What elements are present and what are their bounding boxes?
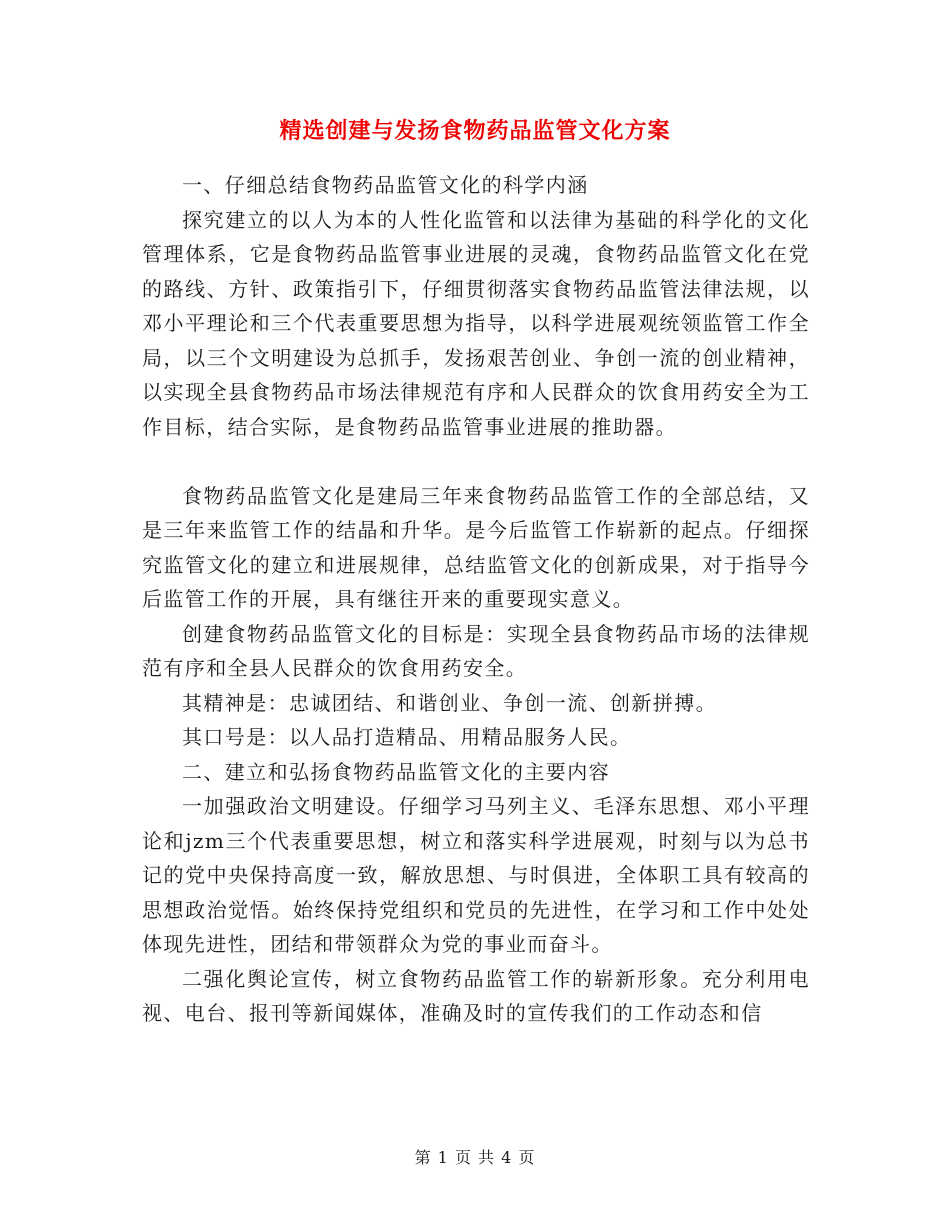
document-title: 精选创建与发扬食物药品监管文化方案 (279, 118, 671, 144)
paragraph: 其口号是：以人品打造精品、用精品服务人民。 (182, 725, 632, 749)
section-heading-1: 一、仔细总结食物药品监管文化的科学内涵 (182, 173, 589, 197)
paragraph: 食物药品监管文化是建局三年来食物药品监管工作的全部总结，又是三年来监管工作的结晶和升华。是今后监管工作崭新的起点。仔细探究监管文化的建立和进展规律，总结监管文化的创新成果，对于指导今后监管工作的开展，具有继往开来的重要现实意义。 (142, 483, 810, 611)
section-heading-2: 二、建立和弘扬食物药品监管文化的主要内容 (182, 759, 610, 784)
document-body (142, 168, 810, 1031)
paragraph: 一加强政治文明建设。仔细学习马列主义、毛泽东思想、邓小平理论和jzm三个代表重要思想，树立和落实科学进展观，时刻与以为总书记的党中央保持高度一致，解放思想、与时俱进，全体职工具有较高的思想政治觉悟。始终保持党组织和党员的先进性，在学习和工作中处处体现先进性，团结和带领群众为党的事业而奋斗。 (142, 794, 810, 956)
paragraph: 其精神是：忠诚团结、和谐创业、争创一流、创新拼搏。 (182, 690, 717, 715)
paragraph: 探究建立的以人为本的人性化监管和以法律为基础的科学化的文化管理体系，它是食物药品监管事业进展的灵魂，食物药品监管文化在党的路线、方针、政策指引下，仔细贯彻落实食物药品监管法律法规，以邓小平理论和三个代表重要思想为指导，以科学进展观统领监管工作全局，以三个文明建设为总抓手，发扬艰苦创业、争创一流的创业精神，以实现全县食物药品市场法律规范有序和人民群众的饮食用药安全为工作目标，结合实际，是食物药品监管事业进展的推助器。 (142, 207, 810, 439)
paragraph: 二强化舆论宣传，树立食物药品监管工作的崭新形象。充分利用电视、电台、报刊等新闻媒体，准确及时的宣传我们的工作动态和信 (142, 966, 810, 1025)
page-footer: 第 1 页 共 4 页 (414, 1148, 536, 1167)
paragraph: 创建食物药品监管文化的目标是：实现全县食物药品市场的法律规范有序和全县人民群众的饮食用药安全。 (142, 621, 810, 680)
